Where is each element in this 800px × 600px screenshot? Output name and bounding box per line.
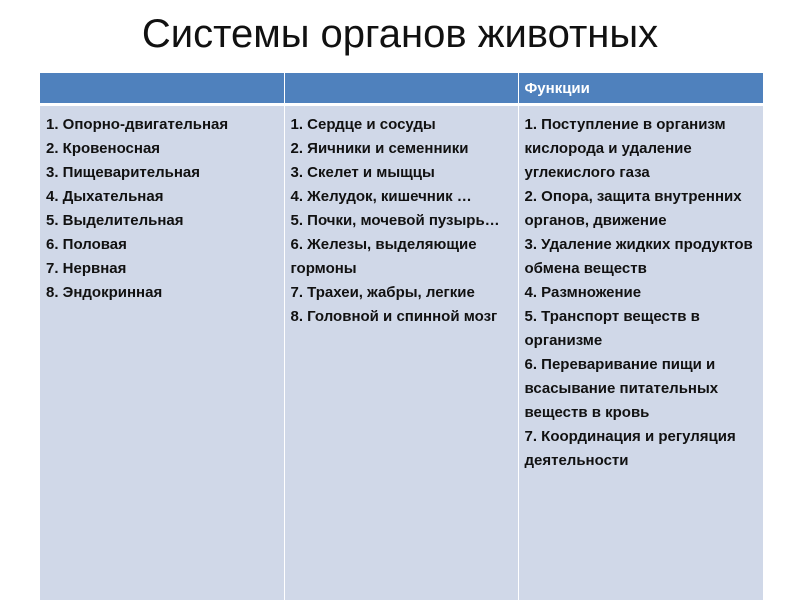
systems-cell — [40, 105, 284, 600]
systems-list — [46, 113, 276, 305]
list-item: 7. Трахеи, жабры, легкие — [290, 284, 475, 301]
list-item: 2. Опора, защита внутренних органов, движение — [524, 188, 742, 229]
list-item: 7. Координация и регуляция деятельности — [524, 428, 736, 469]
list-item: 5. Почки, мочевой пузырь… — [290, 212, 500, 229]
list-item: 1. Сердце и сосуды — [290, 116, 436, 133]
list-item: 4. Желудок, кишечник … — [290, 188, 472, 205]
list-item: 6. Переваривание пищи и всасывание питательных веществ в кровь — [524, 356, 719, 421]
header-cell-systems — [40, 73, 284, 105]
organs-cell — [284, 105, 518, 600]
list-item: 7. Нервная — [46, 260, 127, 277]
table-row — [40, 105, 763, 600]
list-item: 8. Эндокринная — [46, 284, 163, 301]
list-item: 3. Пищеварительная — [46, 164, 201, 181]
list-item: 6. Железы, выделяющие гормоны — [290, 236, 477, 277]
functions-list — [525, 113, 756, 473]
list-item: 2. Кровеносная — [46, 140, 161, 157]
list-item: 1. Поступление в организм кислорода и удаление углекислого газа — [524, 116, 726, 181]
organs-list — [291, 113, 510, 329]
list-item: 4. Дыхательная — [46, 188, 164, 205]
functions-cell — [518, 105, 763, 600]
list-item: 3. Скелет и мыщцы — [290, 164, 435, 181]
organ-systems-table — [40, 73, 763, 600]
list-item: 5. Выделительная — [46, 212, 184, 229]
table-header-row — [40, 73, 763, 105]
page-title: Системы органов животных — [141, 12, 659, 56]
list-item: 3. Удаление жидких продуктов обмена веществ — [524, 236, 753, 277]
list-item: 8. Головной и спинной мозг — [290, 308, 498, 325]
list-item: 4. Размножение — [524, 284, 642, 301]
list-item: 1. Опорно-двигательная — [46, 116, 229, 133]
header-cell-organs — [284, 73, 518, 105]
list-item: 2. Яичники и семенники — [290, 140, 469, 157]
header-cell-functions: Функции — [518, 73, 763, 105]
list-item: 5. Транспорт веществ в организме — [524, 308, 700, 349]
list-item: 6. Половая — [46, 236, 127, 253]
